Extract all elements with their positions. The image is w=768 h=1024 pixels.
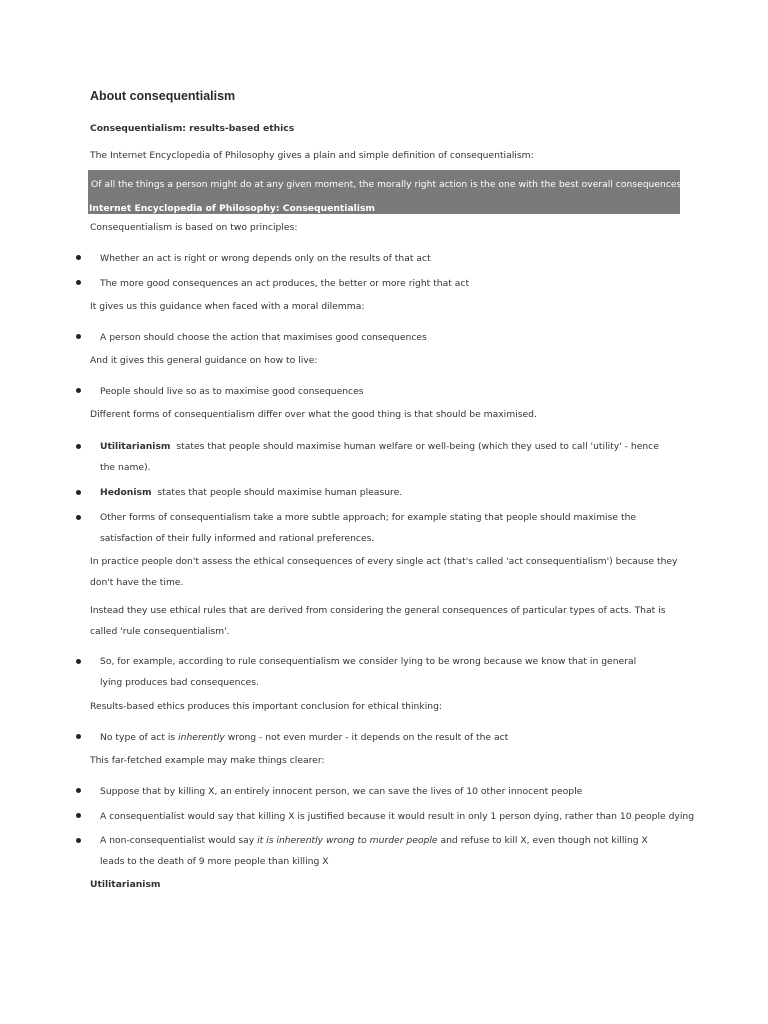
bullet-marker bbox=[76, 838, 81, 843]
conclusion-item bbox=[100, 732, 508, 743]
quote-source: Internet Encyclopedia of Philosophy: Consequentialism bbox=[89, 203, 375, 214]
principle-item: Whether an act is right or wrong depends only on the results of that act bbox=[100, 253, 431, 264]
principles-intro: Consequentialism is based on two principles: bbox=[90, 222, 298, 233]
general-intro: And it gives this general guidance on how to live: bbox=[90, 355, 318, 366]
conclusion-text: wrong - not even murder - it depends on the result of the act bbox=[224, 732, 509, 743]
bullet-marker bbox=[76, 388, 81, 393]
farfetched-intro: This far-fetched example may make things clearer: bbox=[90, 755, 325, 766]
bullet-marker bbox=[76, 659, 81, 664]
nonconseq-text: and refuse to kill X, even though not killing X leads to the death of 9 more people than killing X bbox=[100, 835, 648, 867]
footer-heading: Utilitarianism bbox=[90, 879, 161, 890]
form-description: states that people should maximise human welfare or well-being (which they used to call 'utility' - hence the name). bbox=[100, 441, 659, 473]
rule-paragraph: Instead they use ethical rules that are derived from considering the general consequences of particular types of acts. That is called 'rule consequentialism'. bbox=[90, 605, 666, 637]
bullet-marker bbox=[76, 734, 81, 739]
scenario-item: Suppose that by killing X, an entirely innocent person, we can save the lives of 10 other innocent people bbox=[100, 786, 583, 797]
scenario-item: A consequentialist would say that killing X is justified because it would result in only 1 person dying, rather than 10 people dying bbox=[100, 811, 695, 822]
form-description: states that people should maximise human pleasure. bbox=[157, 487, 403, 498]
bullet-marker bbox=[76, 444, 81, 449]
form-item-hedonism bbox=[100, 487, 402, 498]
bullet-marker bbox=[76, 490, 81, 495]
form-item-utilitarianism bbox=[100, 436, 675, 478]
principle-item: The more good consequences an act produces, the better or more right that act bbox=[100, 278, 470, 289]
form-item-other: Other forms of consequentialism take a more subtle approach; for example stating that people should maximise the satisfaction of their fully informed and rational preferences. bbox=[100, 512, 637, 544]
general-item: People should live so as to maximise good consequences bbox=[100, 386, 364, 397]
conclusion-text: No type of act is bbox=[100, 732, 179, 743]
page-title: About consequentialism bbox=[90, 89, 236, 103]
bullet-marker bbox=[76, 515, 81, 520]
bullet-marker bbox=[76, 788, 81, 793]
bullet-marker bbox=[76, 255, 81, 260]
conclusion-intro: Results-based ethics produces this important conclusion for ethical thinking: bbox=[90, 701, 443, 712]
guidance-intro: It gives us this guidance when faced with a moral dilemma: bbox=[90, 301, 365, 312]
quote-box bbox=[88, 170, 685, 214]
forms-intro: Different forms of consequentialism differ over what the good thing is that should be maximised. bbox=[90, 409, 537, 420]
form-term: Utilitarianism bbox=[100, 441, 171, 452]
bullet-marker bbox=[76, 280, 81, 285]
nonconsequentialist-item bbox=[100, 830, 675, 872]
quote-text: Of all the things a person might do at any given moment, the morally right action is the one with the best overall consequences. bbox=[91, 179, 685, 190]
bullet-marker bbox=[76, 813, 81, 818]
nonconseq-text: A non-consequentialist would say bbox=[100, 835, 258, 846]
form-term: Hedonism bbox=[100, 487, 152, 498]
conclusion-emphasis: inherently bbox=[178, 732, 225, 743]
nonconseq-emphasis: it is inherently wrong to murder people bbox=[257, 835, 438, 846]
example-item: So, for example, according to rule consequentialism we consider lying to be wrong because we know that in general lying produces bad consequences. bbox=[100, 656, 637, 688]
practice-paragraph: In practice people don't assess the ethical consequences of every single act (that's called 'act consequentialism') because they don't have the time. bbox=[90, 556, 678, 588]
bullet-marker bbox=[76, 334, 81, 339]
guidance-item: A person should choose the action that maximises good consequences bbox=[100, 332, 427, 343]
section-subheading: Consequentialism: results-based ethics bbox=[90, 123, 295, 134]
intro-paragraph: The Internet Encyclopedia of Philosophy gives a plain and simple definition of consequentialism: bbox=[90, 150, 534, 161]
